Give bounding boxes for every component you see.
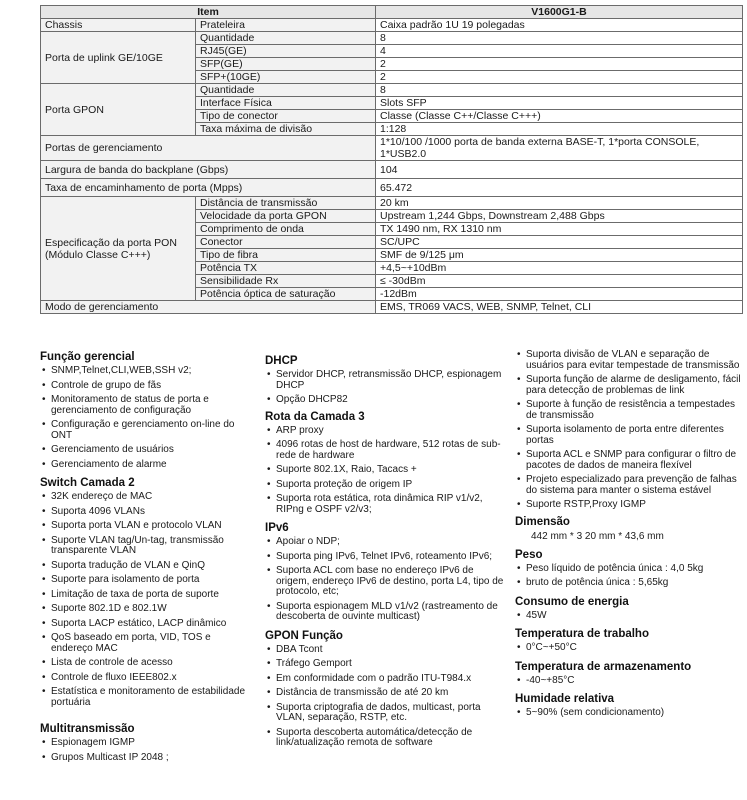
list-item: • 45W [515, 611, 745, 622]
row-value: SMF de 9/125 μm [376, 249, 743, 262]
row-value: 8 [376, 84, 743, 97]
list-item: • Monitoramento de status de porta e gerenciamento de configuração [40, 395, 250, 416]
features-column-3 [515, 350, 745, 723]
feature-list [40, 738, 250, 763]
row-sublabel: Conector [196, 236, 376, 249]
row-value: ≤ -30dBm [376, 275, 743, 288]
list-item: • Suporta descoberta automática/detecção de link/atualização remota de software [265, 728, 505, 749]
list-item: • Configuração e gerenciamento on-line do ONT [40, 420, 250, 441]
list-item: • Distância de transmissão de até 20 km [265, 688, 505, 699]
row-value: SC/UPC [376, 236, 743, 249]
row-value: TX 1490 nm, RX 1310 nm [376, 223, 743, 236]
row-sublabel: Prateleira [196, 19, 376, 32]
feature-list [40, 366, 250, 470]
list-item: • Suporta ping IPv6, Telnet IPv6, roteamento IPv6; [265, 552, 505, 563]
list-item: • Suporte à função de resistência a tempestades de transmissão [515, 400, 745, 421]
section-title: Rota da Camada 3 [265, 410, 365, 423]
row-value: -12dBm [376, 288, 743, 301]
row-value: 8 [376, 32, 743, 45]
list-item: • Suporte VLAN tag/Un-tag, transmissão transparente VLAN [40, 536, 250, 557]
row-value: 65.472 [376, 179, 743, 197]
row-sublabel: Distância de transmissão [196, 197, 376, 210]
table-row [41, 32, 743, 45]
row-value: +4,5~+10dBm [376, 262, 743, 275]
row-sublabel: Taxa máxima de divisão [196, 123, 376, 136]
list-item: • Apoiar o NDP; [265, 537, 505, 548]
table-row [41, 179, 743, 197]
features-column-1 [40, 350, 250, 767]
list-item: • Em conformidade com o padrão ITU-T984.x [265, 674, 505, 685]
section-title: Consumo de energia [515, 595, 629, 608]
row-sublabel: SFP(GE) [196, 58, 376, 71]
list-item: • Suporta espionagem MLD v1/v2 (rastreamento de descoberta de ouvinte multicast) [265, 602, 505, 623]
list-item: • Suporta rota estática, rota dinâmica RIP v1/v2, RIPng e OSPF v2/v3; [265, 494, 505, 515]
feature-list [265, 370, 505, 406]
section-title: Função gerencial [40, 351, 135, 363]
row-sublabel: Sensibilidade Rx [196, 275, 376, 288]
section-title: Peso [515, 548, 543, 561]
list-item: • Suporte 802.1D e 802.1W [40, 604, 250, 615]
row-value: 4 [376, 45, 743, 58]
list-item: • 32K endereço de MAC [40, 492, 250, 503]
row-value: Classe (Classe C++/Classe C+++) [376, 110, 743, 123]
feature-list [515, 350, 745, 511]
row-sublabel: Velocidade da porta GPON [196, 210, 376, 223]
table-row [41, 84, 743, 97]
row-sublabel: SFP+(10GE) [196, 71, 376, 84]
list-item: • Limitação de taxa de porta de suporte [40, 590, 250, 601]
section-title: Dimensão [515, 515, 570, 528]
row-value: Caixa padrão 1U 19 polegadas [376, 19, 743, 32]
list-item: • Suporta isolamento de porta entre diferentes portas [515, 425, 745, 446]
list-item: • Suporta função de alarme de desligamento, fácil para detecção de problemas de link [515, 375, 745, 396]
row-label: Porta GPON [41, 84, 196, 136]
row-label: Largura de banda do backplane (Gbps) [41, 161, 376, 179]
dimension-value: 442 mm * 3 20 mm * 43,6 mm [531, 530, 664, 542]
row-value: Slots SFP [376, 97, 743, 110]
list-item: • ARP proxy [265, 426, 505, 437]
list-item: • Lista de controle de acesso [40, 658, 250, 669]
row-value: 2 [376, 71, 743, 84]
list-item: • Tráfego Gemport [265, 659, 505, 670]
row-value: 104 [376, 161, 743, 179]
feature-list [515, 708, 745, 719]
row-value: 1*10/100 /1000 porta de banda externa BASE-T, 1*porta CONSOLE, 1*USB2.0 [376, 136, 743, 161]
header-model: V1600G1-B [376, 6, 743, 19]
list-item: • Suporte para isolamento de porta [40, 575, 250, 586]
feature-list [515, 676, 745, 687]
row-sublabel: Quantidade [196, 84, 376, 97]
spec-table [40, 5, 743, 314]
list-item: • Suporta tradução de VLAN e QinQ [40, 561, 250, 572]
table-row [41, 197, 743, 210]
row-value: 20 km [376, 197, 743, 210]
row-label: Taxa de encaminhamento de porta (Mpps) [41, 179, 376, 197]
list-item: • Gerenciamento de alarme [40, 460, 250, 471]
row-label: Porta de uplink GE/10GE [41, 32, 196, 84]
section-title: Multitransmissão [40, 723, 135, 735]
feature-list [515, 643, 745, 654]
feature-list [265, 537, 505, 623]
table-row [41, 19, 743, 32]
section-title: Temperatura de trabalho [515, 628, 649, 640]
features-column-2 [265, 350, 505, 753]
table-row [41, 136, 743, 161]
feature-list [40, 492, 250, 708]
list-item: • Suporta 4096 VLANs [40, 507, 250, 518]
list-item: • Estatística e monitoramento de estabilidade portuária [40, 687, 250, 708]
table-row [41, 161, 743, 179]
list-item: • Suporte 802.1X, Raio, Tacacs + [265, 465, 505, 476]
feature-list [515, 611, 745, 622]
section-title: Humidade relativa [515, 693, 615, 705]
section-title: IPv6 [265, 522, 289, 534]
list-item: • Projeto especializado para prevenção de falhas do sistema para manter o sistema estável [515, 475, 745, 496]
list-item: • Controle de fluxo IEEE802.x [40, 673, 250, 684]
list-item: • 4096 rotas de host de hardware, 512 rotas de sub-rede de hardware [265, 440, 505, 461]
list-item: • 0°C~+50°C [515, 643, 745, 654]
list-item: • bruto de potência única : 5,65kg [515, 578, 745, 589]
list-item: • Suporte RSTP,Proxy IGMP [515, 500, 745, 511]
feature-list [515, 564, 745, 589]
list-item: • Suporta criptografia de dados, multicast, porta VLAN, separação, RSTP, etc. [265, 703, 505, 724]
row-value: 2 [376, 58, 743, 71]
list-item: • Suporta porta VLAN e protocolo VLAN [40, 521, 250, 532]
row-value: 1:128 [376, 123, 743, 136]
feature-list [265, 645, 505, 749]
row-sublabel: Interface Física [196, 97, 376, 110]
row-sublabel: RJ45(GE) [196, 45, 376, 58]
header-item: Item [41, 6, 376, 19]
row-value: EMS, TR069 VACS, WEB, SNMP, Telnet, CLI [376, 301, 743, 314]
section-title: GPON Função [265, 629, 343, 642]
row-sublabel: Quantidade [196, 32, 376, 45]
list-item: • SNMP,Telnet,CLI,WEB,SSH v2; [40, 366, 250, 377]
list-item: • -40~+85°C [515, 676, 745, 687]
list-item: • Gerenciamento de usuários [40, 445, 250, 456]
list-item: • Suporta proteção de origem IP [265, 480, 505, 491]
table-row [41, 301, 743, 314]
list-item: • Peso líquido de potência única : 4,0 5kg [515, 564, 745, 575]
list-item: • 5~90% (sem condicionamento) [515, 708, 745, 719]
row-label: Modo de gerenciamento [41, 301, 376, 314]
list-item: • Opção DHCP82 [265, 395, 505, 406]
list-item: • QoS baseado em porta, VID, TOS e endereço MAC [40, 633, 250, 654]
row-value: Upstream 1,244 Gbps, Downstream 2,488 Gbps [376, 210, 743, 223]
list-item: • Suporta LACP estático, LACP dinâmico [40, 619, 250, 630]
list-item: • Servidor DHCP, retransmissão DHCP, espionagem DHCP [265, 370, 505, 391]
row-label: Portas de gerenciamento [41, 136, 376, 161]
list-item: • Grupos Multicast IP 2048 ; [40, 753, 250, 764]
list-item: • Suporta ACL com base no endereço IPv6 de origem, endereço IPv6 de destino, porta L4, tipo de protocolo, etc; [265, 566, 505, 598]
list-item: • Controle de grupo de fãs [40, 381, 250, 392]
row-sublabel: Tipo de conector [196, 110, 376, 123]
section-title: Temperatura de armazenamento [515, 660, 692, 673]
feature-list [265, 426, 505, 516]
list-item: • DBA Tcont [265, 645, 505, 656]
row-sublabel: Potência óptica de saturação [196, 288, 376, 301]
row-sublabel: Comprimento de onda [196, 223, 376, 236]
row-sublabel: Tipo de fibra [196, 249, 376, 262]
row-sublabel: Potência TX [196, 262, 376, 275]
table-header-row [41, 6, 743, 19]
list-item: • Suporta ACL e SNMP para configurar o filtro de pacotes de dados de maneira flexível [515, 450, 745, 471]
section-title: DHCP [265, 355, 298, 367]
section-title: Switch Camada 2 [40, 477, 135, 489]
row-label: Especificação da porta PON (Módulo Classe C+++) [41, 197, 196, 301]
row-label: Chassis [41, 19, 196, 32]
list-item: • Espionagem IGMP [40, 738, 250, 749]
list-item: • Suporta divisão de VLAN e separação de usuários para evitar tempestade de transmissão [515, 350, 745, 371]
